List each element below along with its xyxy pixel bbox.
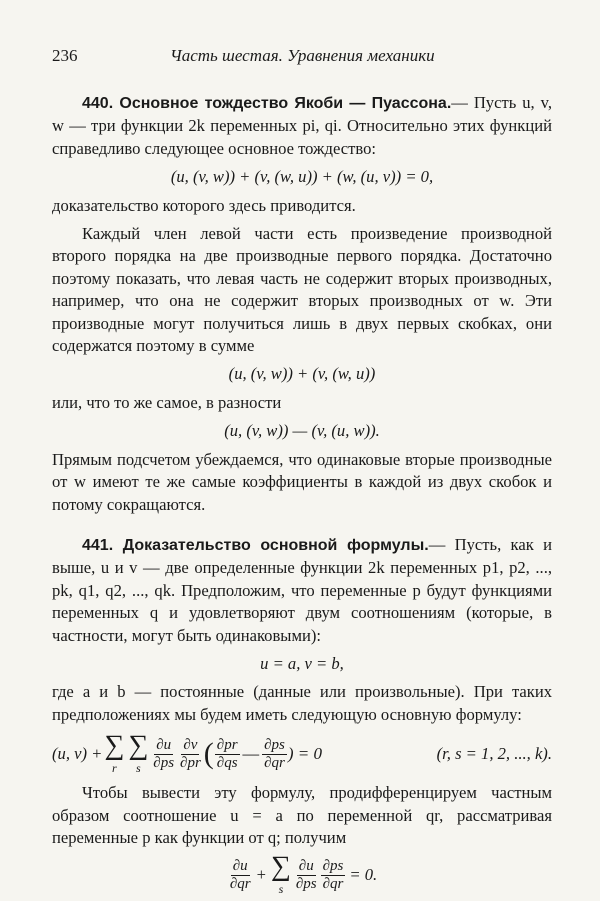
derivative-equation (52, 849, 552, 901)
fraction-denominator: ∂qs (216, 754, 238, 771)
sum-s (128, 732, 148, 776)
fraction-numerator: ∂u (298, 857, 314, 874)
fraction-numerator: ∂v (183, 736, 198, 753)
derivative-expression (227, 853, 377, 897)
fraction-dpr-dqs (215, 737, 240, 772)
page-body (52, 92, 552, 901)
plus-sign: + (256, 865, 266, 885)
sec440-para5: Прямым подсчетом убеждаемся, что одинаковые вторые производные от w имеют те же самые коэффициенты в каждой из двух скобок и потому сокращаются. (52, 449, 552, 514)
fraction-numerator: ∂u (232, 857, 248, 874)
sum-s-last (271, 853, 291, 897)
fraction-denominator: ∂ps (295, 875, 317, 892)
fraction-numerator: ∂ps (264, 736, 285, 753)
formula-expression (52, 732, 322, 776)
sum-index-r: r (112, 761, 117, 776)
sec441-para3: Чтобы вывести эту формулу, продифференцируем частным образом соотношение u = a по переменной qr, рассматривая переменные p как функции от q; получим (52, 783, 552, 847)
sigma-symbol: ∑ (128, 730, 149, 762)
sigma-symbol: ∑ (270, 851, 291, 883)
fraction-denominator: ∂qr (264, 754, 285, 771)
fraction-numerator: ∂u (156, 736, 172, 753)
sec441-para2: где a и b — постоянные (данные или произвольные). При таких предположениях мы будем иметь следующую основную формулу: (52, 682, 552, 724)
running-title: Часть шестая. Уравнения механики (170, 46, 435, 65)
fraction-du-dps (151, 737, 176, 772)
fraction-dps-dqr-last (321, 858, 346, 893)
sec440-eq-identity: (u, (v, w)) + (v, (w, u)) + (w, (u, v)) = 0, (170, 167, 434, 187)
formula-lhs: (u, v) + (52, 743, 103, 763)
fraction-du-dps-last (294, 858, 319, 893)
sec440-eq-difference: (u, (v, w)) — (v, (u, w)). (224, 421, 380, 441)
sec441-title: 441. Доказательство основной формулы. (82, 536, 429, 554)
fraction-numerator: ∂pr (216, 736, 238, 753)
sec440-para1 (52, 92, 552, 160)
page-number: 236 (52, 46, 78, 65)
close-paren-equals: ) = 0 (287, 743, 323, 763)
sec441-para1-text: — Пусть, как и выше, u и v — две определенные функции 2k переменных p1, p2, ..., pk, q1, q2, ..., qk. Предположим, что переменные p будут функциями переменных q и удовлетворяют двум соотношениям (которые, в частности, могут быть одинаковыми): (52, 534, 552, 645)
equals-zero: = 0. (349, 865, 378, 885)
fraction-denominator: ∂ps (153, 754, 175, 771)
fraction-du-dqr (228, 858, 253, 893)
sec440-para1-text: — Пусть u, v, w — три функции 2k переменных pi, qi. Относительно этих функций справедливо следующее основное тождество: (52, 93, 552, 158)
sec440-para3: Каждый член левой части есть произведение производной второго порядка на две производные первого порядка. Достаточно поэтому показать, что левая часть не содержит вторых производных, например, что она не содержит вторых производных от w. Эти производные могут получиться лишь в двух первых скобках, они содержатся поэтому в сумме (52, 224, 552, 356)
sec441-para1 (52, 534, 552, 647)
sec440-para4: или, что то же самое, в разности (52, 392, 282, 412)
fraction-dv-dpr (178, 737, 203, 772)
sec440-para2: доказательство которого здесь приводится. (52, 195, 356, 215)
sec440-title: 440. Основное тождество Якоби — Пуассона. (82, 95, 452, 112)
fraction-denominator: ∂pr (180, 754, 201, 771)
sum-r (104, 732, 124, 776)
main-formula (52, 726, 552, 782)
fraction-numerator: ∂ps (322, 857, 344, 874)
sum-index-s: s (278, 882, 284, 897)
fraction-denominator: ∂qr (229, 875, 251, 892)
minus-sign: — (242, 743, 260, 763)
sec440-eq-sum: (u, (v, w)) + (v, (w, u)) (228, 364, 376, 384)
sum-index-s: s (135, 761, 141, 776)
sec441-eq-relations: u = a, v = b, (260, 653, 344, 673)
sigma-symbol: ∑ (104, 730, 125, 762)
fraction-denominator: ∂qr (322, 875, 344, 892)
open-paren: ( (203, 737, 214, 771)
formula-condition: (r, s = 1, 2, ..., k). (436, 743, 552, 763)
fraction-dps-dqr (262, 737, 287, 772)
